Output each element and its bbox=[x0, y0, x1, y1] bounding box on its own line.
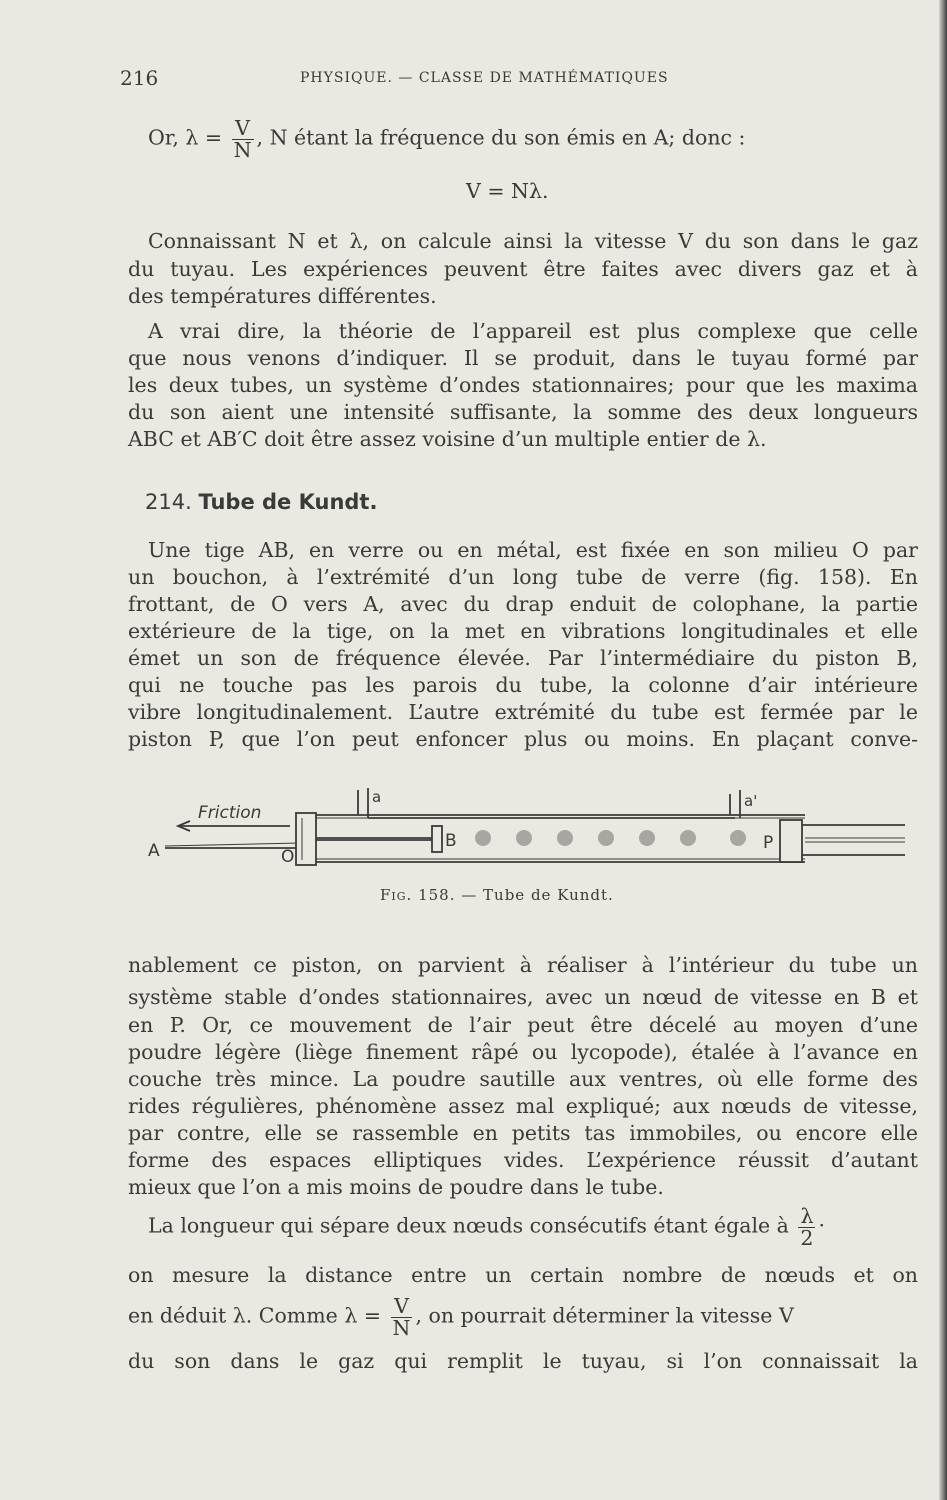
p4-line-3: en P. Or, ce mouvement de l’air peut être décelé au moyen d’une bbox=[128, 1013, 918, 1037]
p2-line-3: les deux tubes, un système d’ondes stationnaires; pour que les maxima bbox=[128, 373, 918, 397]
p5-l1-text: La longueur qui sépare deux nœuds consécutifs étant égale à bbox=[148, 1213, 789, 1238]
cork-o bbox=[296, 813, 316, 865]
p1-line-3: des températures différentes. bbox=[128, 284, 437, 308]
p5-l1-numerator: λ bbox=[798, 1206, 815, 1228]
caption-prefix: Fig. 158. bbox=[380, 886, 456, 904]
p3-line-8: piston P, que l’on peut enfoncer plus ou moins. En plaçant conve- bbox=[128, 727, 918, 751]
equation-v-n-lambda: V = Nλ. bbox=[466, 179, 549, 203]
eq1-denominator: N bbox=[233, 137, 252, 162]
p5-line-1 bbox=[148, 1206, 918, 1248]
p4-line-9: mieux que l’on a mis moins de poudre dans le tube. bbox=[128, 1175, 664, 1199]
eq1-numerator: V bbox=[232, 118, 254, 140]
p3-line-1: Une tige AB, en verre ou en métal, est fixée en son milieu O par bbox=[148, 538, 918, 562]
eq1-suffix: , N étant la fréquence du son émis en A; donc : bbox=[256, 125, 746, 150]
piston-b bbox=[432, 826, 442, 852]
p2-line-2: que nous venons d’indiquer. Il se produit, dans le tuyau formé par bbox=[128, 346, 918, 370]
section-heading bbox=[145, 490, 377, 514]
p5-l1-end: · bbox=[818, 1213, 825, 1238]
p5-l1-fraction bbox=[798, 1206, 815, 1248]
p4-line-5: couche très mince. La poudre sautille aux ventres, où elle forme des bbox=[128, 1067, 918, 1091]
p2-line-5: ABC et AB′C doit être assez voisine d’un multiple entier de λ. bbox=[128, 427, 767, 451]
p5-l3-b: , on pourrait déterminer la vitesse V bbox=[415, 1303, 794, 1328]
equation-lambda-definition bbox=[148, 118, 745, 160]
piston-p bbox=[780, 820, 802, 862]
page-number: 216 bbox=[120, 66, 159, 90]
kundt-tube-diagram bbox=[140, 780, 910, 880]
p5-line-4: du son dans le gaz qui remplit le tuyau, si l’on connaissait la bbox=[128, 1349, 918, 1373]
section-number: 214. bbox=[145, 490, 192, 514]
p3-line-2: un bouchon, à l’extrémité d’un long tube de verre (fig. 158). En bbox=[128, 565, 918, 589]
p4-line-1: nablement ce piston, on parvient à réaliser à l’intérieur du tube un bbox=[128, 953, 918, 977]
p5-l3-group bbox=[128, 1296, 794, 1338]
page-edge-shadow bbox=[939, 0, 947, 1500]
section-title: Tube de Kundt. bbox=[198, 490, 378, 514]
p3-line-3: frottant, de O vers A, avec du drap enduit de colophane, la partie bbox=[128, 592, 918, 616]
page-header bbox=[120, 66, 920, 96]
p5-line-2: on mesure la distance entre un certain nombre de nœuds et on bbox=[128, 1263, 918, 1287]
p4-line-8: forme des espaces elliptiques vides. L’expérience réussit d’autant bbox=[128, 1148, 918, 1172]
p4-line-6: rides régulières, phénomène assez mal expliqué; aux nœuds de vitesse, bbox=[128, 1094, 918, 1118]
eq1-fraction bbox=[232, 118, 254, 160]
p5-l3-denominator: N bbox=[392, 1315, 411, 1340]
caption-text: — Tube de Kundt. bbox=[461, 886, 614, 904]
p4-line-2: système stable d’ondes stationnaires, avec un nœud de vitesse en B et bbox=[128, 985, 918, 1009]
p3-line-4: extérieure de la tige, on la met en vibrations longitudinales et elle bbox=[128, 619, 918, 643]
p5-l1-denominator: 2 bbox=[800, 1225, 814, 1250]
p3-line-6: qui ne touche pas les parois du tube, la colonne d’air intérieure bbox=[128, 673, 918, 697]
label-b: B bbox=[445, 831, 457, 851]
running-title: PHYSIQUE. — CLASSE DE MATHÉMATIQUES bbox=[300, 70, 669, 86]
p2-line-4: du son aient une intensité suffisante, la somme des deux longueurs bbox=[128, 400, 918, 424]
p1-line-1: Connaissant N et λ, on calcule ainsi la vitesse V du son dans le gaz bbox=[148, 229, 918, 253]
label-a-prime: a' bbox=[744, 792, 758, 810]
p4-line-4: poudre légère (liège finement râpé ou lycopode), étalée à l’avance en bbox=[128, 1040, 918, 1064]
p5-l3-a: en déduit λ. Comme λ = bbox=[128, 1303, 382, 1328]
p3-line-5: émet un son de fréquence élevée. Par l’intermédiaire du piston B, bbox=[128, 646, 918, 670]
p5-l3-fraction bbox=[391, 1296, 413, 1338]
p1-line-2: du tuyau. Les expériences peuvent être faites avec divers gaz et à bbox=[128, 257, 918, 281]
label-friction: Friction bbox=[198, 803, 262, 823]
label-o: O bbox=[281, 847, 295, 867]
label-a-end: A bbox=[148, 841, 160, 861]
kundt-tube-figure bbox=[140, 780, 910, 884]
p5-l3-numerator: V bbox=[391, 1296, 413, 1318]
eq1-prefix: Or, λ = bbox=[148, 125, 223, 150]
p4-line-7: par contre, elle se rassemble en petits tas immobiles, ou encore elle bbox=[128, 1121, 918, 1145]
p3-line-7: vibre longitudinalement. L’autre extrémité du tube est fermée par le bbox=[128, 700, 918, 724]
p5-line-3 bbox=[128, 1296, 918, 1338]
p2-line-1: A vrai dire, la théorie de l’appareil est plus complexe que celle bbox=[148, 319, 918, 343]
label-a-junction: a bbox=[372, 788, 382, 806]
label-p: P bbox=[763, 833, 774, 853]
figure-caption bbox=[380, 886, 614, 904]
